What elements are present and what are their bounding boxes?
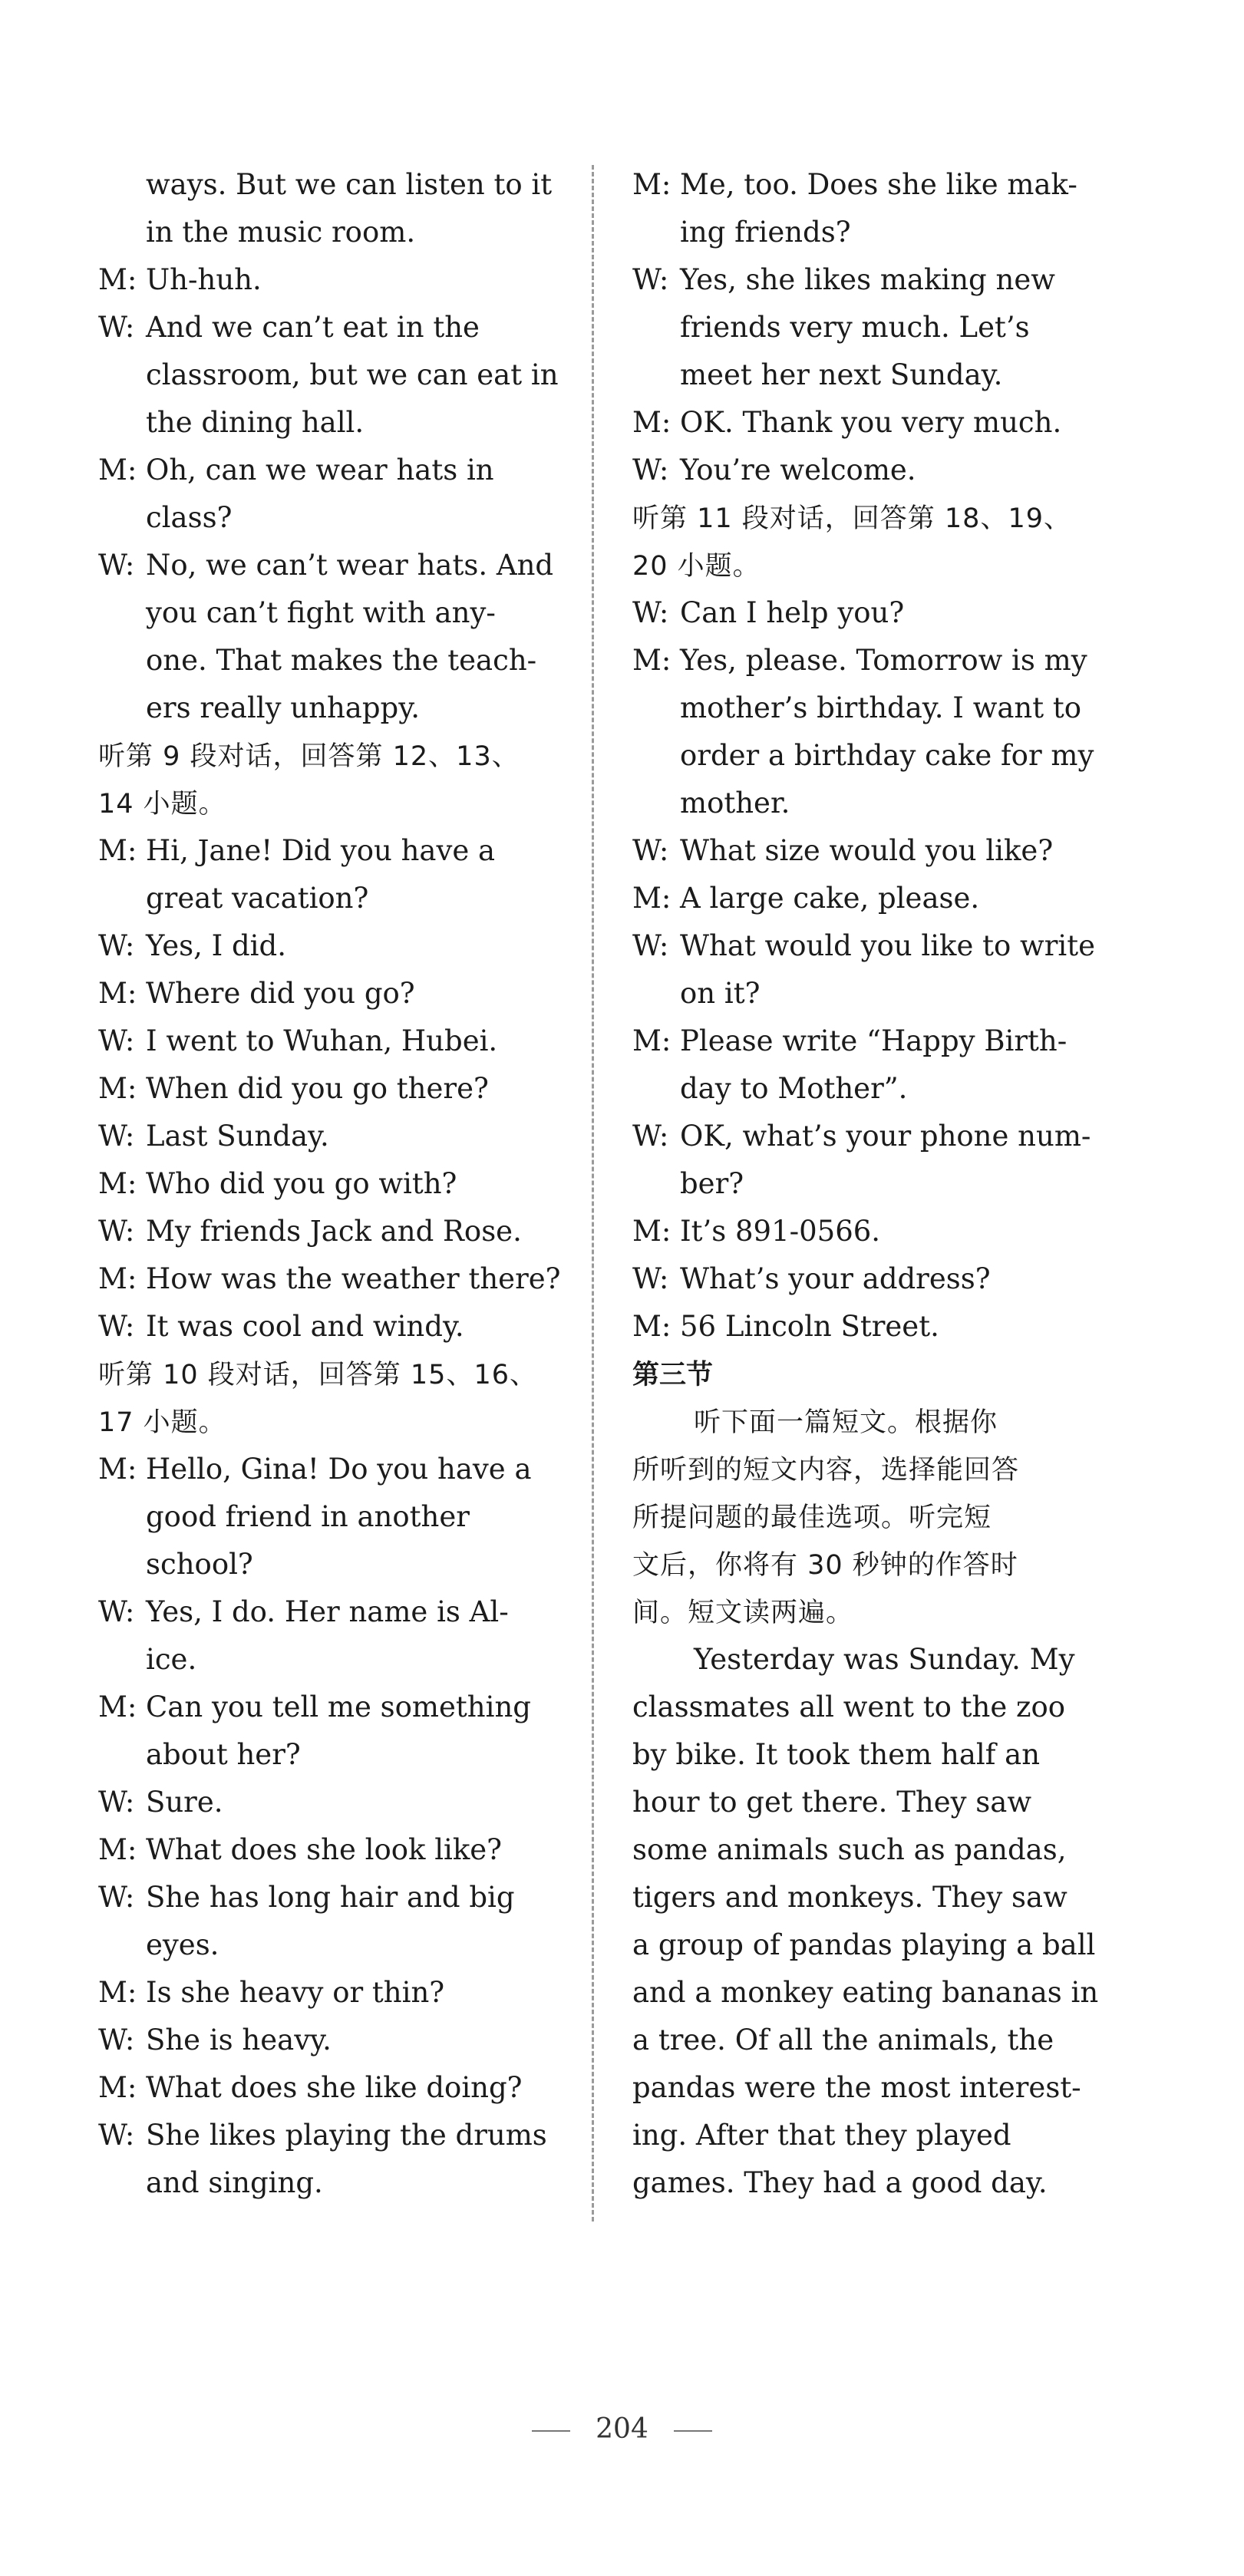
dialogue-continuation xyxy=(98,875,547,922)
line-text: 所提问题的最佳选项。听完短 xyxy=(632,1502,992,1533)
dialogue-text: Me, too. Does she like mak- xyxy=(680,168,1077,201)
dialogue-text: Who did you go with? xyxy=(146,1167,457,1200)
dialogue-line xyxy=(98,1303,547,1351)
line-text: by bike. It took them half an xyxy=(632,1738,1041,1771)
dialogue-line xyxy=(632,256,1083,304)
dialogue-continuation xyxy=(98,684,547,732)
speaker-label: W: xyxy=(632,1262,669,1295)
line-text: 间。短文读两遍。 xyxy=(632,1598,854,1628)
speaker-label: W: xyxy=(98,549,135,582)
line-text: some animals such as pandas, xyxy=(632,1833,1067,1866)
line-text: ways. But we can listen to it xyxy=(146,168,553,201)
speaker-label: M: xyxy=(632,1310,671,1343)
dialogue-text: What size would you like? xyxy=(680,834,1054,867)
instruction-line xyxy=(632,542,1083,589)
dialogue-line xyxy=(98,1684,547,1731)
dialogue-text: How was the weather there? xyxy=(146,1262,561,1295)
dialogue-text: Please write “Happy Birth- xyxy=(680,1024,1067,1057)
dialogue-text: She is heavy. xyxy=(146,2024,332,2057)
line-text: good friend in another xyxy=(146,1500,470,1533)
dialogue-line xyxy=(98,256,547,304)
speaker-label: M: xyxy=(632,1024,671,1057)
speaker-label: M: xyxy=(98,1690,137,1723)
dialogue-continuation xyxy=(632,351,1083,399)
dialogue-text: No, we can’t wear hats. And xyxy=(146,549,554,582)
speaker-label: M: xyxy=(632,1215,671,1248)
dialogue-line xyxy=(98,2064,547,2112)
dialogue-line xyxy=(98,1160,547,1208)
dialogue-text: You’re welcome. xyxy=(680,454,916,487)
line-text: friends very much. Let’s xyxy=(680,311,1030,344)
dialogue-text: Yes, I do. Her name is Al- xyxy=(146,1595,509,1628)
speaker-label: W: xyxy=(98,929,135,962)
passage-line xyxy=(632,2159,1083,2207)
speaker-label: M: xyxy=(98,834,137,867)
speaker-label: W: xyxy=(98,1024,135,1057)
speaker-label: M: xyxy=(98,1072,137,1105)
dialogue-text: Hello, Gina! Do you have a xyxy=(146,1453,532,1486)
dialogue-text: OK, what’s your phone num- xyxy=(680,1120,1091,1153)
line-text: 听第 11 段对话，回答第 18、19、 xyxy=(632,503,1071,534)
dialogue-text: Yes, I did. xyxy=(146,929,286,962)
instruction-line xyxy=(632,1398,1083,1446)
dialogue-line xyxy=(98,922,547,970)
dialogue-line xyxy=(98,970,547,1018)
speaker-label: W: xyxy=(632,834,669,867)
line-text: classmates all went to the zoo xyxy=(632,1690,1066,1723)
dialogue-text: Oh, can we wear hats in xyxy=(146,454,494,487)
speaker-label: M: xyxy=(632,644,671,677)
dialogue-text: 56 Lincoln Street. xyxy=(680,1310,939,1343)
line-text: ers really unhappy. xyxy=(146,691,420,724)
dialogue-line xyxy=(98,827,547,875)
speaker-label: W: xyxy=(632,263,669,296)
dialogue-text: I went to Wuhan, Hubei. xyxy=(146,1024,498,1057)
dialogue-text: Last Sunday. xyxy=(146,1120,329,1153)
dialogue-line xyxy=(98,1969,547,2017)
dialogue-text: Hi, Jane! Did you have a xyxy=(146,834,496,867)
passage-line xyxy=(632,1684,1083,1731)
dialogue-continuation xyxy=(632,209,1083,256)
speaker-label: W: xyxy=(632,1120,669,1153)
line-text: and singing. xyxy=(146,2166,323,2199)
speaker-label: W: xyxy=(98,1786,135,1819)
dialogue-continuation xyxy=(98,161,553,209)
left-column xyxy=(98,161,561,2207)
line-text: about her? xyxy=(146,1738,301,1771)
line-text: you can’t fight with any- xyxy=(146,596,496,629)
speaker-label: W: xyxy=(98,1120,135,1153)
right-column xyxy=(632,161,1099,2207)
line-text: 听第 10 段对话，回答第 15、16、 xyxy=(98,1360,537,1390)
speaker-label: M: xyxy=(98,1976,137,2009)
line-text: school? xyxy=(146,1548,253,1581)
line-text: ing. After that they played xyxy=(632,2119,1011,2152)
dialogue-continuation xyxy=(98,589,547,637)
line-text: meet her next Sunday. xyxy=(680,358,1003,391)
page-footer xyxy=(0,2413,1244,2445)
line-text: tigers and monkeys. They saw xyxy=(632,1881,1067,1914)
dialogue-text: It’s 891-0566. xyxy=(680,1215,881,1248)
dialogue-line xyxy=(98,1113,547,1160)
speaker-label: W: xyxy=(632,929,669,962)
page-number: 204 xyxy=(596,2413,648,2445)
dialogue-text: It was cool and windy. xyxy=(146,1310,464,1343)
line-text: hour to get there. They saw xyxy=(632,1786,1031,1819)
passage-line xyxy=(632,1874,1083,1921)
speaker-label: M: xyxy=(632,882,671,915)
line-text: in the music room. xyxy=(146,216,416,249)
instruction-line xyxy=(632,1588,1083,1636)
dialogue-continuation xyxy=(98,637,547,684)
speaker-label: W: xyxy=(98,2119,135,2152)
line-text: games. They had a good day. xyxy=(632,2166,1048,2199)
line-text: a group of pandas playing a ball xyxy=(632,1928,1096,1961)
dialogue-continuation xyxy=(632,684,1083,732)
dialogue-continuation xyxy=(98,494,547,542)
line-text: great vacation? xyxy=(146,882,369,915)
dialogue-line xyxy=(98,1874,547,1921)
speaker-label: M: xyxy=(98,1167,137,1200)
speaker-label: W: xyxy=(98,2024,135,2057)
line-text: 听第 9 段对话，回答第 12、13、 xyxy=(98,741,520,772)
line-text: pandas were the most interest- xyxy=(632,2071,1081,2104)
dialogue-text: She likes playing the drums xyxy=(146,2119,547,2152)
passage-line xyxy=(632,2112,1083,2159)
dialogue-text: My friends Jack and Rose. xyxy=(146,1215,522,1248)
dialogue-text: Is she heavy or thin? xyxy=(146,1976,445,2009)
line-text: ber? xyxy=(680,1167,744,1200)
line-text: Yesterday was Sunday. My xyxy=(694,1643,1075,1676)
dialogue-continuation xyxy=(98,399,547,447)
dialogue-text: A large cake, please. xyxy=(680,882,980,915)
dialogue-continuation xyxy=(98,1731,547,1779)
dialogue-continuation xyxy=(632,780,1083,827)
dialogue-text: What does she like doing? xyxy=(146,2071,523,2104)
speaker-label: M: xyxy=(98,1262,137,1295)
line-text: on it? xyxy=(680,977,761,1010)
line-text: one. That makes the teach- xyxy=(146,644,537,677)
line-text: a tree. Of all the animals, the xyxy=(632,2024,1054,2057)
instruction-line xyxy=(98,732,547,780)
instruction-line xyxy=(632,1541,1083,1588)
dialogue-continuation xyxy=(632,970,1083,1018)
dialogue-text: Uh-huh. xyxy=(146,263,262,296)
speaker-label: W: xyxy=(98,1881,135,1914)
speaker-label: W: xyxy=(632,596,669,629)
line-text: order a birthday cake for my xyxy=(680,739,1094,772)
passage-line xyxy=(632,1969,1099,2017)
dialogue-line xyxy=(632,1018,1083,1065)
instruction-line xyxy=(98,1398,547,1446)
dialogue-line xyxy=(98,542,554,589)
dialogue-text: Yes, she likes making new xyxy=(680,263,1055,296)
dialogue-continuation xyxy=(98,209,547,256)
dialogue-text: Can I help you? xyxy=(680,596,905,629)
speaker-label: M: xyxy=(98,1833,137,1866)
line-text: 第三节 xyxy=(632,1360,714,1390)
dialogue-line xyxy=(632,637,1087,684)
section-heading xyxy=(632,1351,1083,1398)
instruction-line xyxy=(632,1446,1083,1493)
line-text: 听下面一篇短文。根据你 xyxy=(694,1407,998,1438)
dialogue-continuation xyxy=(632,304,1083,351)
instruction-line xyxy=(98,1351,547,1398)
dialogue-line xyxy=(98,2112,547,2159)
line-text: 14 小题。 xyxy=(98,789,226,820)
line-text: 文后，你将有 30 秒钟的作答时 xyxy=(632,1550,1018,1581)
dialogue-continuation xyxy=(632,1065,1083,1113)
dialogue-line xyxy=(632,1303,1083,1351)
speaker-label: W: xyxy=(98,1215,135,1248)
dialogue-continuation xyxy=(98,1636,547,1684)
speaker-label: W: xyxy=(98,311,135,344)
passage-line xyxy=(632,1731,1083,1779)
instruction-line xyxy=(632,494,1083,542)
speaker-label: M: xyxy=(632,406,671,439)
passage-line xyxy=(632,1779,1083,1826)
line-text: ing friends? xyxy=(680,216,851,249)
line-text: the dining hall. xyxy=(146,406,365,439)
line-text: 20 小题。 xyxy=(632,551,761,582)
dialogue-line xyxy=(98,1208,547,1255)
dialogue-line xyxy=(98,447,547,494)
passage-line xyxy=(632,2017,1083,2064)
dialogue-line xyxy=(98,1826,547,1874)
dialogue-continuation xyxy=(98,1921,547,1969)
dialogue-text: OK. Thank you very much. xyxy=(680,406,1062,439)
footer-dash-right xyxy=(674,2430,712,2432)
dialogue-text: When did you go there? xyxy=(146,1072,489,1105)
line-text: mother’s birthday. I want to xyxy=(680,691,1082,724)
dialogue-line xyxy=(632,399,1083,447)
dialogue-line xyxy=(98,1018,547,1065)
dialogue-line xyxy=(632,161,1083,209)
dialogue-text: Can you tell me something xyxy=(146,1690,531,1723)
dialogue-text: Yes, please. Tomorrow is my xyxy=(680,644,1087,677)
line-text: day to Mother”. xyxy=(680,1072,908,1105)
dialogue-line xyxy=(98,1779,547,1826)
passage-line xyxy=(632,1921,1096,1969)
dialogue-continuation xyxy=(98,1493,547,1541)
passage-line xyxy=(632,1636,1083,1684)
speaker-label: M: xyxy=(98,2071,137,2104)
speaker-label: M: xyxy=(98,263,137,296)
speaker-label: M: xyxy=(98,454,137,487)
dialogue-text: And we can’t eat in the xyxy=(146,311,480,344)
dialogue-line xyxy=(98,2017,547,2064)
dialogue-line xyxy=(98,1065,547,1113)
instruction-line xyxy=(632,1493,1083,1541)
dialogue-text: What’s your address? xyxy=(680,1262,991,1295)
dialogue-continuation xyxy=(632,732,1094,780)
dialogue-line xyxy=(632,589,1083,637)
dialogue-continuation xyxy=(632,1160,1083,1208)
speaker-label: W: xyxy=(632,454,669,487)
column-divider xyxy=(592,165,594,2221)
dialogue-continuation xyxy=(98,2159,547,2207)
passage-line xyxy=(632,1826,1083,1874)
line-text: classroom, but we can eat in xyxy=(146,358,559,391)
speaker-label: M: xyxy=(98,1453,137,1486)
speaker-label: M: xyxy=(98,977,137,1010)
dialogue-continuation xyxy=(98,1541,547,1588)
dialogue-line xyxy=(632,1255,1083,1303)
line-text: and a monkey eating bananas in xyxy=(632,1976,1099,2009)
dialogue-line xyxy=(98,1588,547,1636)
line-text: mother. xyxy=(680,787,790,820)
speaker-label: M: xyxy=(632,168,671,201)
passage-line xyxy=(632,2064,1083,2112)
dialogue-line xyxy=(632,827,1083,875)
line-text: 17 小题。 xyxy=(98,1407,226,1438)
speaker-label: W: xyxy=(98,1310,135,1343)
speaker-label: W: xyxy=(98,1595,135,1628)
dialogue-line xyxy=(632,922,1095,970)
dialogue-line xyxy=(98,1255,561,1303)
dialogue-continuation xyxy=(98,351,559,399)
line-text: 所听到的短文内容，选择能回答 xyxy=(632,1455,1020,1486)
dialogue-text: Where did you go? xyxy=(146,977,415,1010)
dialogue-text: Sure. xyxy=(146,1786,223,1819)
instruction-line xyxy=(98,780,547,827)
line-text: class? xyxy=(146,501,233,534)
dialogue-line xyxy=(632,447,1083,494)
line-text: ice. xyxy=(146,1643,197,1676)
dialogue-line xyxy=(632,875,1083,922)
dialogue-line xyxy=(98,1446,547,1493)
dialogue-line xyxy=(98,304,547,351)
dialogue-line xyxy=(632,1208,1083,1255)
footer-dash-left xyxy=(532,2430,570,2432)
dialogue-text: She has long hair and big xyxy=(146,1881,515,1914)
dialogue-line xyxy=(632,1113,1091,1160)
dialogue-text: What would you like to write xyxy=(680,929,1095,962)
dialogue-text: What does she look like? xyxy=(146,1833,503,1866)
line-text: eyes. xyxy=(146,1928,219,1961)
